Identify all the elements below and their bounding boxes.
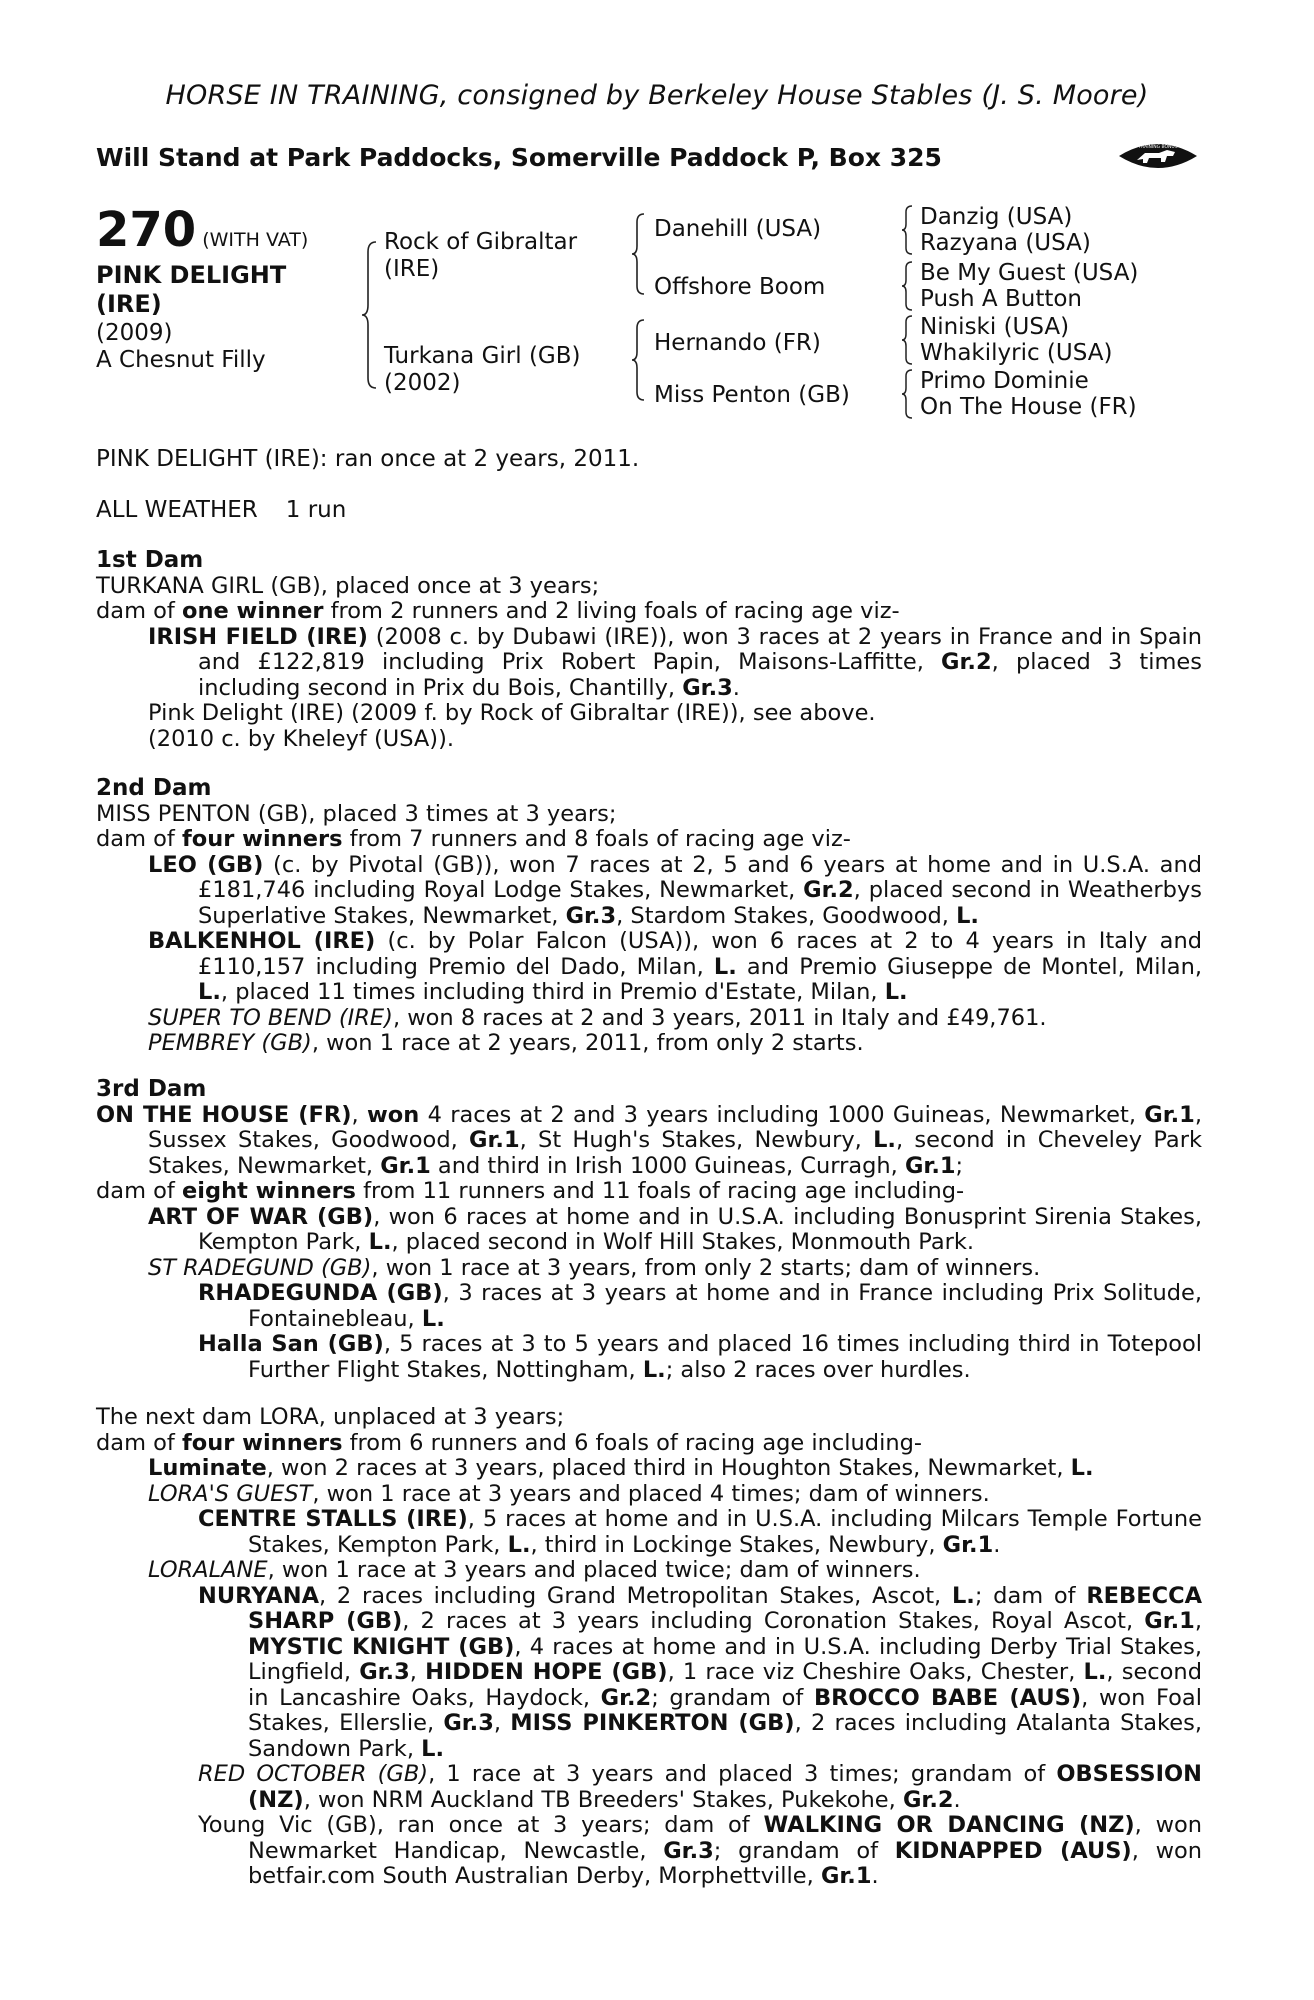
third-dam-on-the-house: ON THE HOUSE (FR), won 4 races at 2 and 3 years including 1000 Guineas, Newmarket, Gr.1, Sussex Stakes, Goodwood, Gr.1, St Hugh's Stakes, Newbury, L., second in Cheveley Park Stakes, Newmarket, Gr.1 and third in Irish 1000 Guineas, Curragh, Gr.1; (96, 1101, 1202, 1179)
stall-location: Will Stand at Park Paddocks, Somerville Paddock P, Box 325 (96, 143, 942, 172)
produce-pembrey: PEMBREY (GB), won 1 race at 2 years, 2011, from only 2 starts. (148, 1030, 864, 1056)
horse-name-line-2: (IRE) (96, 290, 162, 318)
first-dam-line-1: TURKANA GIRL (GB), placed once at 3 years; (96, 572, 600, 599)
all-weather-record (96, 497, 346, 524)
second-dam-line-2: dam of four winners from 7 runners and 8 foals of racing age viz- (96, 826, 851, 852)
pedigree-brace-2 (630, 212, 648, 296)
great-grand-7: Primo Dominie (920, 368, 1089, 394)
all-weather-value: 1 run (285, 497, 347, 523)
great-grand-4: Push A Button (920, 286, 1082, 312)
great-grand-6: Whakilyric (USA) (920, 340, 1113, 366)
foaling-year: (2009) (96, 320, 173, 346)
dam-name: Turkana Girl (GB) (384, 343, 581, 369)
second-dam-section (96, 776, 1202, 1057)
lot-number: 270 (96, 202, 197, 258)
sire-name: Rock of Gibraltar (384, 229, 578, 255)
first-dam-heading: 1st Dam (96, 547, 204, 573)
produce-halla-san: Halla San (GB), 5 races at 3 to 5 years and placed 16 times including third in Totepool Further Flight Stakes, Nottingham, L.; also 2 races over hurdles. (198, 1331, 1202, 1383)
badge-line-2: TRAINING BONUS (1138, 145, 1178, 150)
great-grand-1: Danzig (USA) (920, 204, 1073, 230)
badge-line-3: £10,000 (1145, 168, 1171, 175)
horse-description: A Chesnut Filly (96, 347, 266, 373)
produce-loralane: LORALANE, won 1 race at 3 years and placed twice; dam of winners. (148, 1557, 921, 1583)
sire-suffix: (IRE) (384, 256, 440, 282)
great-grand-3: Be My Guest (USA) (920, 260, 1139, 286)
lot-heading (96, 202, 309, 258)
produce-art-of-war: ART OF WAR (GB), won 6 races at home and in U.S.A. including Bonusprint Sirenia Stakes, Kempton Park, L., placed second in Wolf Hill Stakes, Monmouth Park. (148, 1203, 1202, 1255)
second-dam-heading: 2nd Dam (96, 775, 212, 801)
produce-leo: LEO (GB) (c. by Pivotal (GB)), won 7 races at 2, 5 and 6 years at home and in U.S.A. and £181,746 including Royal Lodge Stakes, Newmarket, Gr.2, placed second in Weatherbys Superlative Stakes, Newmarket, Gr.3, Stardom Stakes, Goodwood, L. (148, 851, 1203, 929)
training-bonus-badge-icon (1115, 128, 1201, 184)
grandsire-2: Offshore Boom (654, 274, 826, 300)
produce-young-vic: Young Vic (GB), ran once at 3 years; dam of WALKING OR DANCING (NZ), won Newmarket Handicap, Newcastle, Gr.3; grandam of KIDNAPPED (AUS), won betfair.com South Australian Derby, Morphettville, Gr.1. (198, 1812, 1203, 1889)
horse-name-line-1: PINK DELIGHT (96, 261, 287, 289)
produce-2010-colt: (2010 c. by Kheleyf (USA)). (148, 725, 455, 752)
grandsire-3: Hernando (FR) (654, 330, 821, 356)
next-dam-section (96, 1405, 1202, 1890)
pedigree-brace-5 (900, 260, 916, 312)
all-weather-label: ALL WEATHER (96, 497, 258, 523)
grandsire-1: Danehill (USA) (654, 216, 822, 242)
third-dam-produce-line: dam of eight winners from 11 runners and 11 foals of racing age including- (96, 1178, 965, 1204)
produce-nuryana: NURYANA, 2 races including Grand Metropolitan Stakes, Ascot, L.; dam of REBECCA SHARP (GB), 2 races at 3 years including Coronation Stakes, Royal Ascot, Gr.1, MYSTIC KNIGHT (GB), 4 races at home and in U.S.A. including Derby Trial Stakes, Lingfield, Gr.3, HIDDEN HOPE (GB), 1 race viz Cheshire Oaks, Chester, L., second in Lancashire Oaks, Haydock, Gr.2; grandam of BROCCO BABE (AUS), won Foal Stakes, Ellerslie, Gr.3, MISS PINKERTON (GB), 2 races including Atalanta Stakes, Sandown Park, L. (198, 1582, 1203, 1762)
produce-pink-delight: Pink Delight (IRE) (2009 f. by Rock of Gibraltar (IRE)), see above. (148, 700, 876, 726)
first-dam-line-2: dam of one winner from 2 runners and 2 living foals of racing age viz- (96, 598, 900, 624)
pedigree-brace-6 (900, 314, 916, 366)
great-grand-8: On The House (FR) (920, 394, 1137, 420)
vat-label: (WITH VAT) (202, 229, 309, 251)
produce-rhadegunda: RHADEGUNDA (GB), 3 races at 3 years at home and in France including Prix Solitude, Fontainebleau, L. (198, 1280, 1203, 1332)
page-title: HORSE IN TRAINING, consigned by Berkeley House Stables (J. S. Moore) (165, 80, 1149, 111)
grandsire-4: Miss Penton (GB) (654, 382, 850, 408)
produce-super-to-bend: SUPER TO BEND (IRE), won 8 races at 2 and 3 years, 2011 in Italy and £49,761. (148, 1004, 1047, 1031)
third-dam-heading: 3rd Dam (96, 1076, 207, 1102)
produce-centre-stalls: CENTRE STALLS (IRE), 5 races at home and in U.S.A. including Milcars Temple Fortune Stakes, Kempton Park, L., third in Lockinge Stakes, Newbury, Gr.1. (198, 1506, 1202, 1558)
produce-red-october: RED OCTOBER (GB), 1 race at 3 years and placed 3 times; grandam of OBSESSION (NZ), won NRM Auckland TB Breeders' Stakes, Pukekohe, Gr.2. (198, 1761, 1202, 1813)
horse-name (96, 261, 336, 319)
produce-luminate: Luminate, won 2 races at 3 years, placed third in Houghton Stakes, Newmarket, L. (148, 1455, 1094, 1481)
second-dam-line-1: MISS PENTON (GB), placed 3 times at 3 years; (96, 800, 617, 827)
pedigree-brace-7 (900, 368, 916, 420)
race-record: PINK DELIGHT (IRE): ran once at 2 years, 2011. (96, 446, 640, 472)
pedigree-brace-1 (360, 240, 380, 390)
dam-year: (2002) (384, 370, 461, 396)
produce-balkenhol: BALKENHOL (IRE) (c. by Polar Falcon (USA)), won 6 races at 2 to 4 years in Italy and £110,157 including Premio del Dado, Milan, L. and Premio Giuseppe de Montel, Milan, L., placed 11 times including third in Premio d'Estate, Milan, L. (148, 928, 1202, 1005)
next-dam-line-1: The next dam LORA, unplaced at 3 years; (96, 1404, 565, 1430)
pedigree-brace-3 (630, 318, 648, 402)
produce-irish-field: IRISH FIELD (IRE) (2008 c. by Dubawi (IRE)), won 3 races at 2 years in France and in Spain and £122,819 including Prix Robert Papin, Maisons-Laffitte, Gr.2, placed 3 times including second in Prix du Bois, Chantilly, Gr.3. (148, 623, 1202, 701)
badge-line-1: RACING POST (1137, 137, 1179, 144)
pedigree-brace-4 (900, 204, 916, 256)
third-dam-section (96, 1077, 1202, 1383)
great-grand-2: Razyana (USA) (920, 230, 1091, 256)
first-dam-section (96, 548, 1202, 752)
great-grand-5: Niniski (USA) (920, 314, 1070, 340)
produce-st-radegund: ST RADEGUND (GB), won 1 race at 3 years, from only 2 starts; dam of winners. (148, 1254, 1041, 1281)
produce-loras-guest: LORA'S GUEST, won 1 race at 3 years and placed 4 times; dam of winners. (148, 1480, 990, 1507)
next-dam-line-2: dam of four winners from 6 runners and 6 foals of racing age including- (96, 1429, 922, 1456)
